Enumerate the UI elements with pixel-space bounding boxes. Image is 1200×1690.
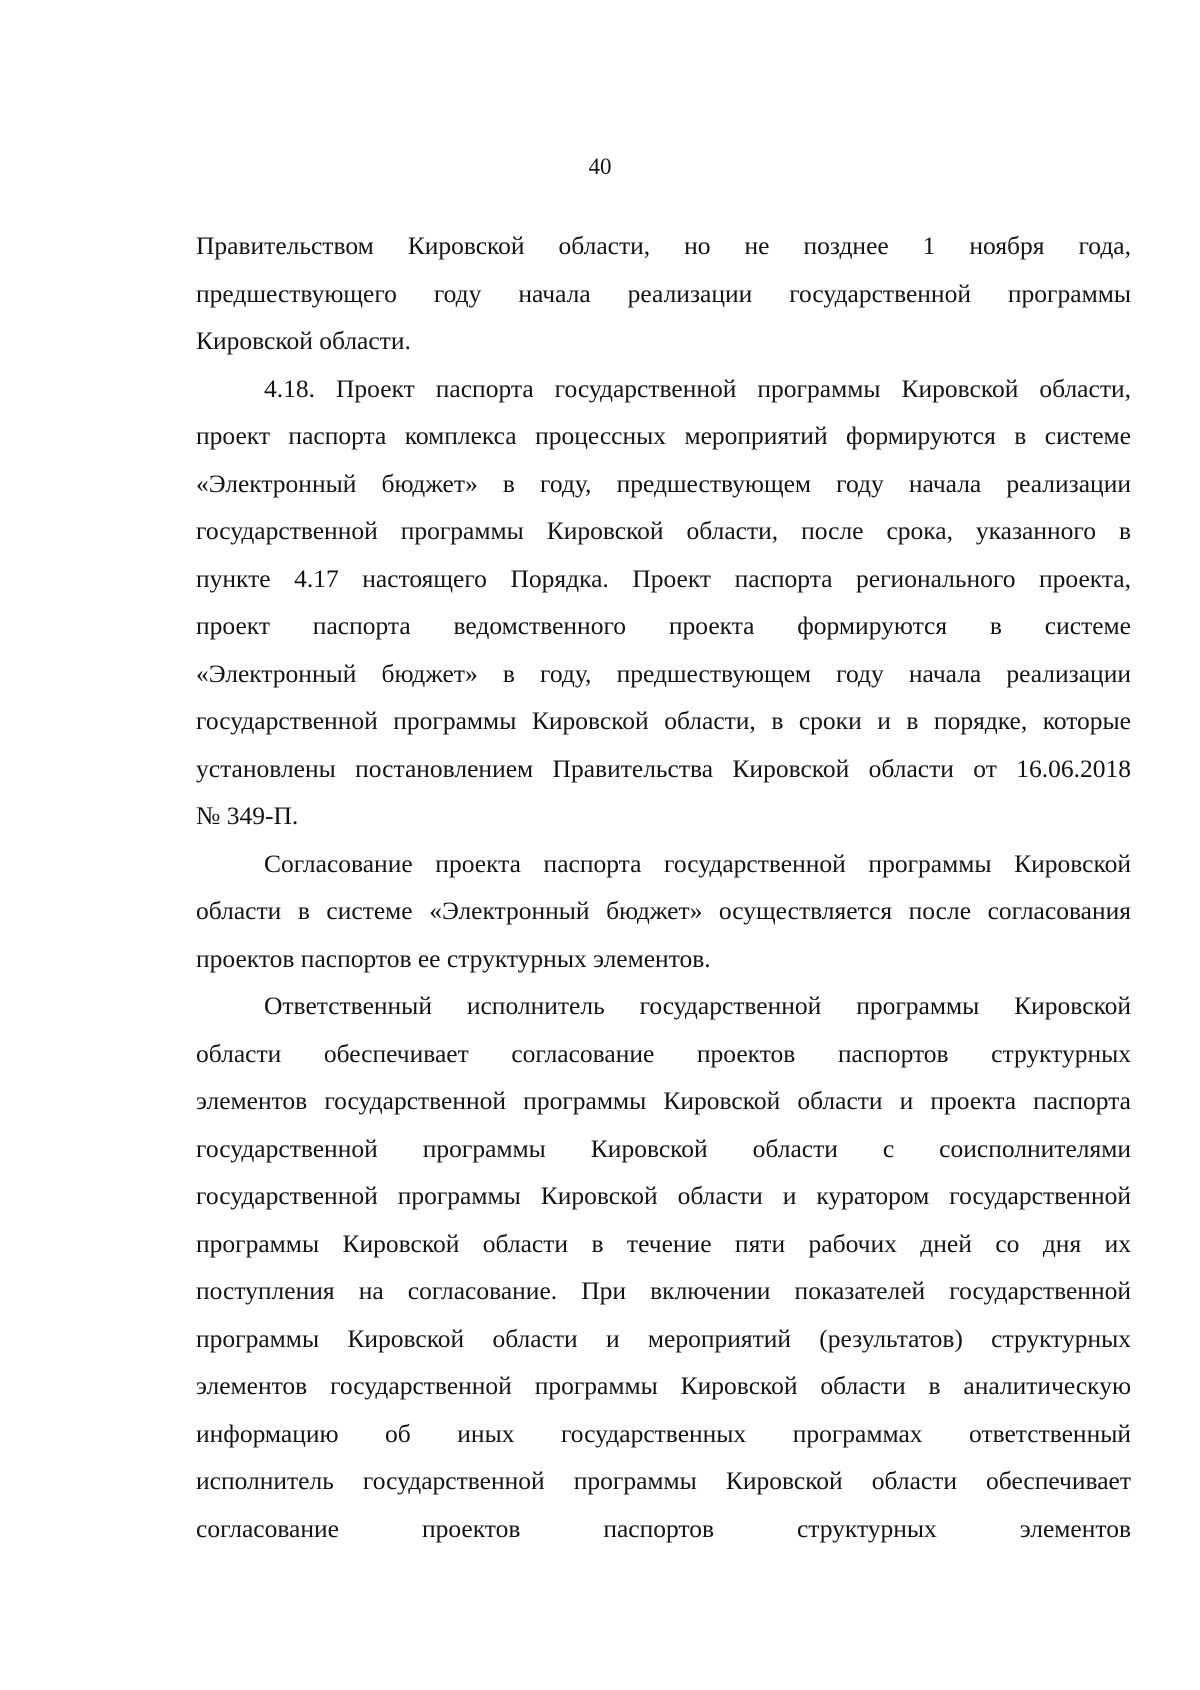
paragraph-section-4-18 xyxy=(196,365,1131,840)
text-line: установлены постановлением Правительства Кировской области от 16.06.2018 xyxy=(196,753,1131,783)
paragraph-approval xyxy=(196,840,1131,983)
text-line: проект паспорта комплекса процессных мероприятий формируются в системе xyxy=(196,421,1131,450)
text-line: элементов государственной программы Кировской области и проекта паспорта xyxy=(196,1086,1131,1115)
text-line: исполнитель государственной программы Кировской области обеспечивает xyxy=(196,1466,1131,1495)
document-body xyxy=(196,222,1131,1552)
text-line: пункте 4.17 настоящего Порядка. Проект паспорта регионального проекта, xyxy=(196,563,1131,593)
text-line: области обеспечивает согласование проектов паспортов структурных xyxy=(196,1038,1131,1068)
text-line: государственной программы Кировской области и куратором государственной xyxy=(196,1181,1131,1210)
text-line: «Электронный бюджет» в году, предшествующем году начала реализации xyxy=(196,658,1131,688)
text-line: проект паспорта ведомственного проекта формируются в системе xyxy=(196,611,1131,640)
text-line: Согласование проекта паспорта государственной программы Кировской xyxy=(264,848,1131,878)
text-line: Правительством Кировской области, но не позднее 1 ноября года, xyxy=(196,231,1131,260)
text-line: проектов паспортов ее структурных элементов. xyxy=(196,943,711,973)
page-number: 40 xyxy=(588,154,612,179)
text-line: № 349-П. xyxy=(196,801,299,830)
text-line: области в системе «Электронный бюджет» осуществляется после согласования xyxy=(196,896,1131,925)
text-line: «Электронный бюджет» в году, предшествующем году начала реализации xyxy=(196,468,1131,498)
text-line: государственной программы Кировской области, в сроки и в порядке, которые xyxy=(196,706,1131,735)
text-line: 4.18. Проект паспорта государственной программы Кировской области, xyxy=(264,373,1131,403)
text-line: элементов государственной программы Кировской области в аналитическую xyxy=(196,1371,1131,1400)
text-line: поступления на согласование. При включении показателей государственной xyxy=(196,1276,1131,1305)
text-line: Ответственный исполнитель государственной программы Кировской xyxy=(264,991,1131,1020)
text-line: Кировской области. xyxy=(196,326,411,355)
text-line: информацию об иных государственных программах ответственный xyxy=(196,1418,1131,1448)
text-line: согласование проектов паспортов структурных элементов xyxy=(196,1513,1131,1543)
text-line: программы Кировской области и мероприятий (результатов) структурных xyxy=(196,1323,1131,1353)
text-line: государственной программы Кировской области, после срока, указанного в xyxy=(196,516,1131,545)
text-line: государственной программы Кировской области с соисполнителями xyxy=(196,1133,1131,1163)
text-line: предшествующего году начала реализации государственной программы xyxy=(196,278,1131,308)
paragraph-responsible-executor xyxy=(196,982,1131,1552)
paragraph-continuation xyxy=(196,222,1131,365)
text-line: программы Кировской области в течение пяти рабочих дней со дня их xyxy=(196,1228,1131,1258)
